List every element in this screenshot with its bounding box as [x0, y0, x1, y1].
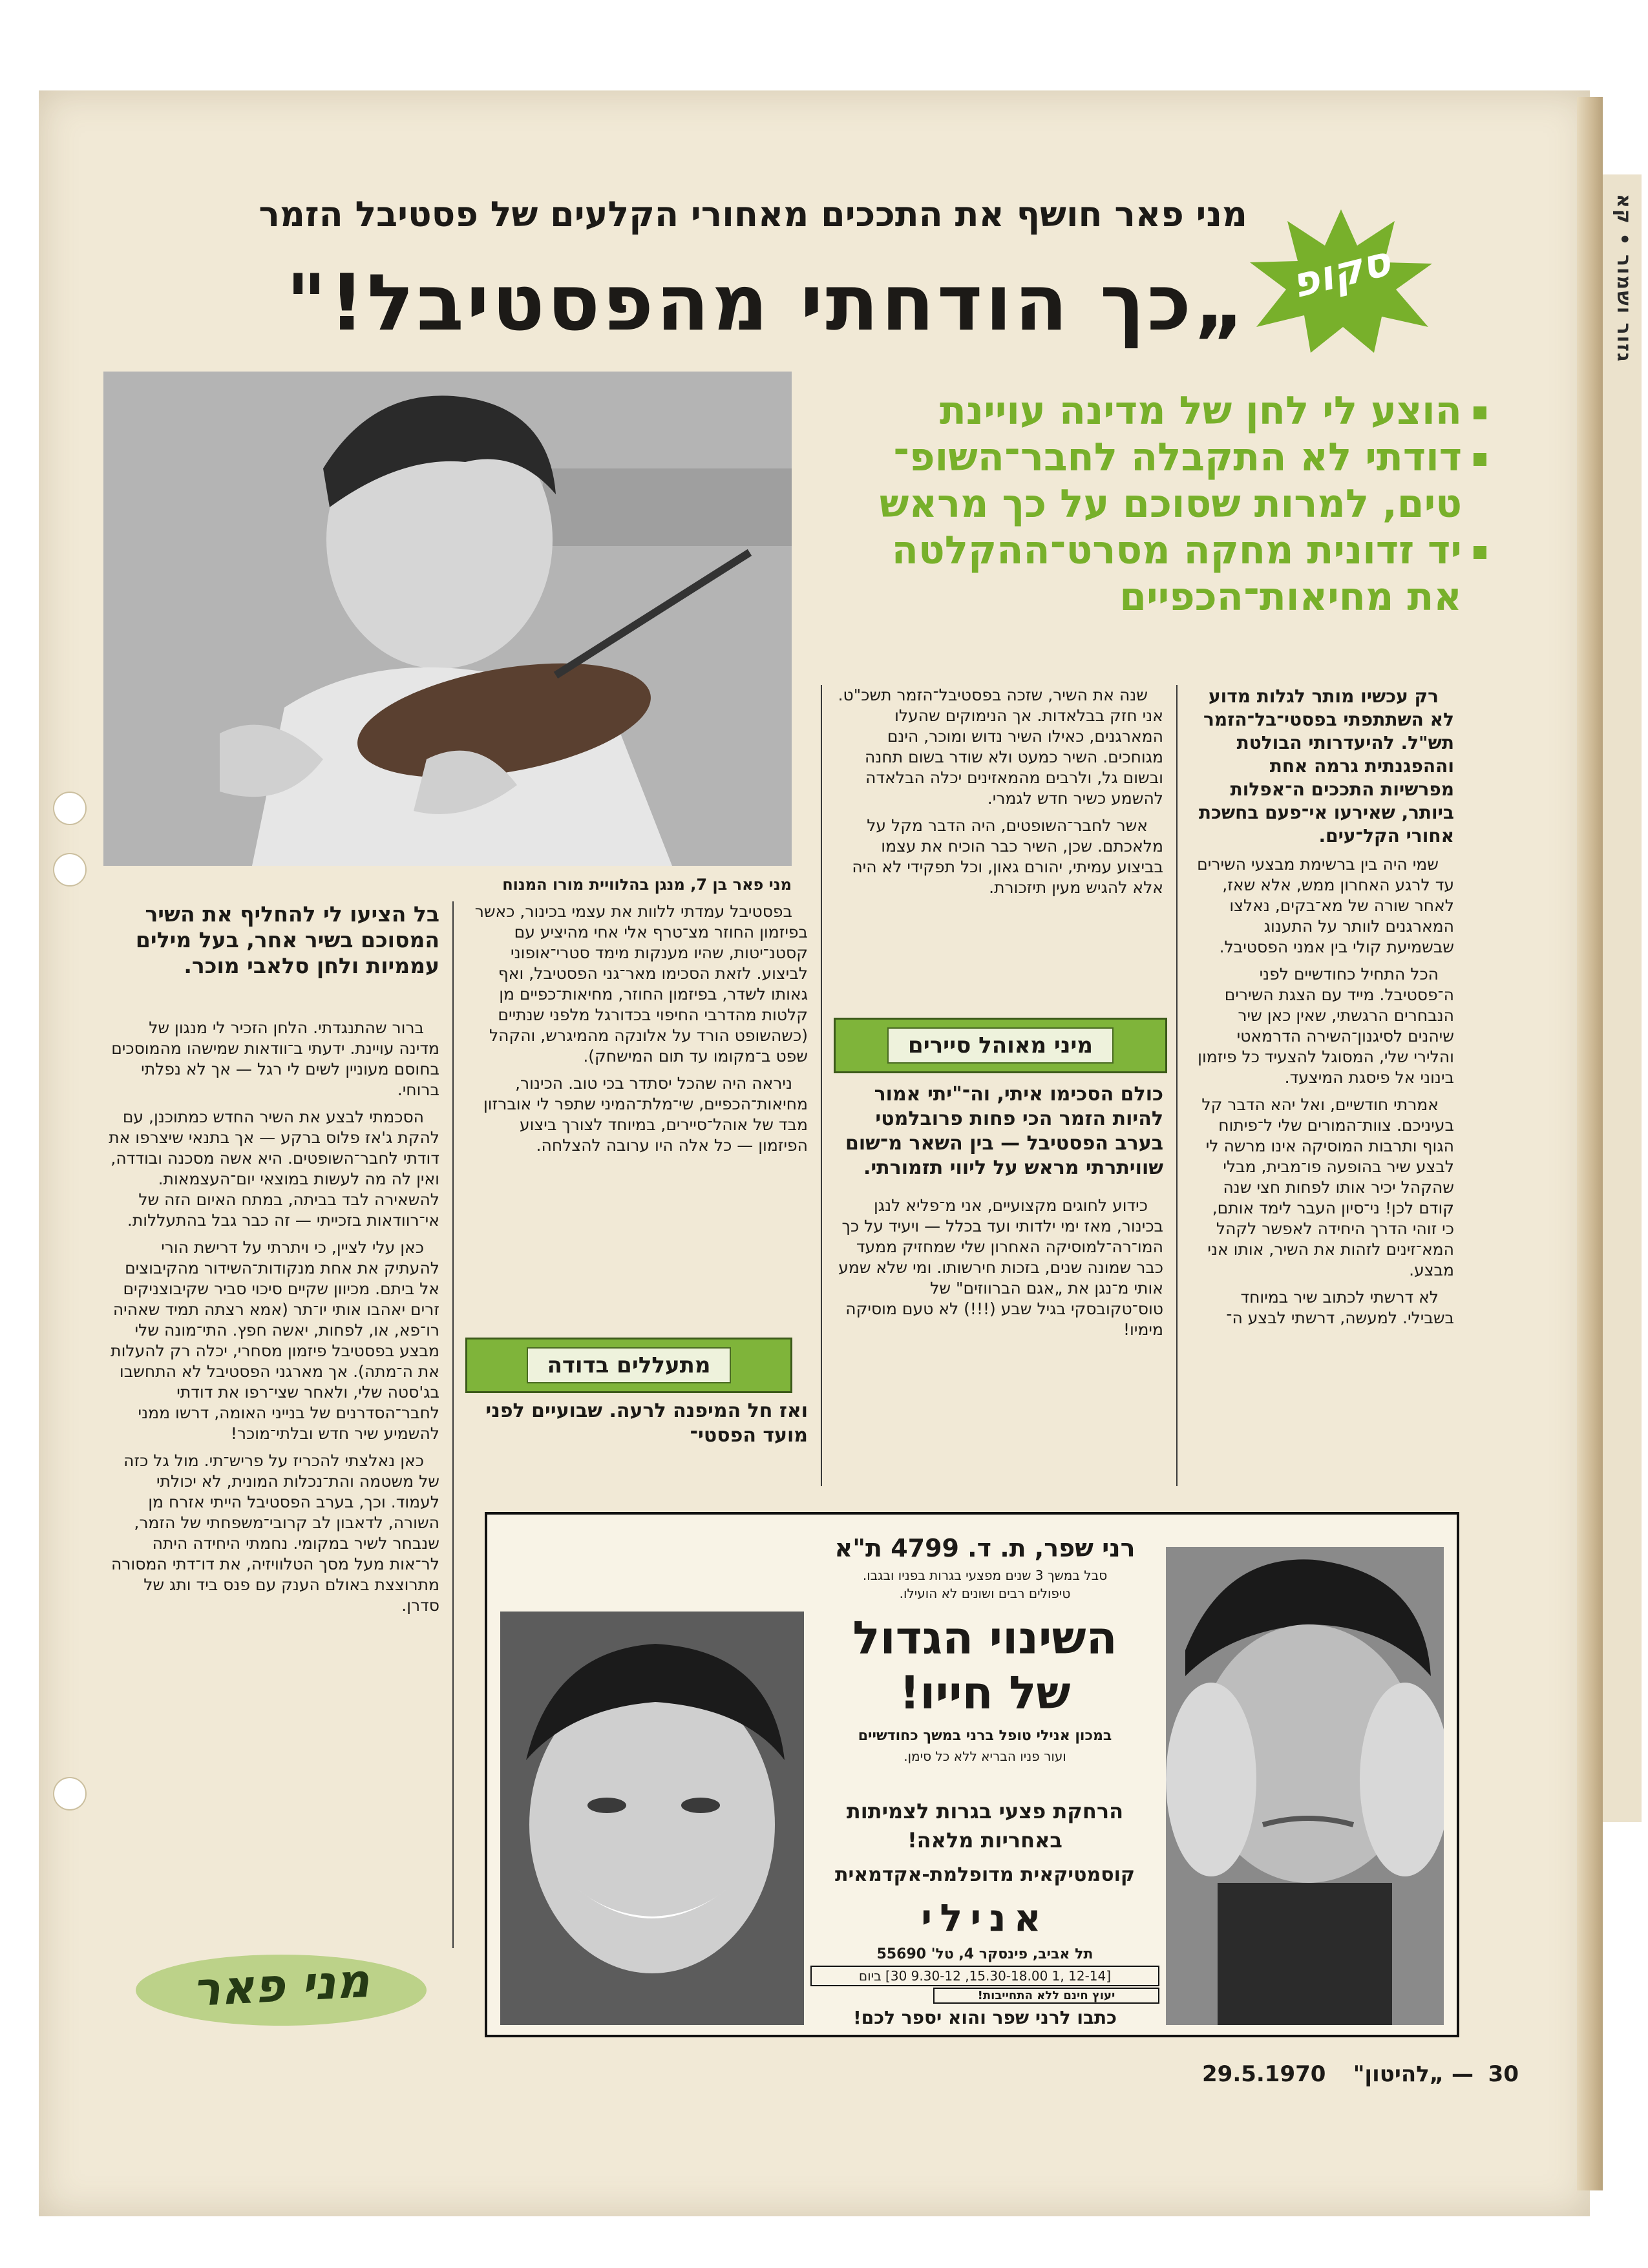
ad-line-2: טיפולים רבים ושונים לא הועילו. [899, 1586, 1071, 1601]
ad-title-2: של חייו! [899, 1666, 1071, 1719]
bullet-item: טים, למרות שסוכם על כך מראש [879, 481, 1462, 527]
highlight-bullets [801, 388, 1486, 620]
scoop-label: סקופ [1287, 237, 1395, 308]
article-column-middle: שנה את השיר, שזכה בפסטיבל־הזמר תשכ"ט. אני חזק בבלאדות. אך הנימוקים שהעלו המארגנים, כאילו השיר נדוש ומוכר, הינם מגוחכים. השיר כמעט ולא שודר בשום תחנה ובשום גל, ולרבים מהמאזינים יכלה הבלאדה להשמע כשיר חדש לגמרי. אשר לחבר־השופטים, היה הדבר מקל על מלאכתם. שכן, השיר כבר הוכיח את עצמו בביצוע עמיתי, יהורם גאון, וכל תפקידי לא היה אלא להגיש מעין תיזכורת. [838, 686, 1163, 897]
ad-offer-1: הרחקת פצעי בגרות לצמיתות [846, 1799, 1124, 1823]
ad-brand: אנילי [921, 1896, 1049, 1940]
ad-clinic-line-1: במכון אנילי טופל ברני במשך כחודשיים [858, 1728, 1112, 1744]
binder-hole [53, 1777, 87, 1811]
ad-address: תל אביב, פינסקר 4, טל' 55690 [876, 1946, 1093, 1962]
binder-hole [53, 853, 87, 887]
issue-date: 29.5.1970 [1202, 2061, 1326, 2087]
binder-hole [53, 792, 87, 825]
ad-offer-3: קוסמטיקאית מדופלמת-אקדמאית [834, 1864, 1136, 1886]
far-left-bold-block: בל הציעו לי להחליף את השיר המסוכם בשיר אחר, בעל מילים עממיות ולחן סלאבי מוכר. [135, 901, 439, 978]
article-headline: „כך הודחתי מהפסטיבל!" [286, 258, 1247, 348]
ad-free-consult: יעוץ חינם ללא התחייבות! [933, 1988, 1159, 2004]
article-subhead: מני פאר חושף את התככים מאחורי הקלעים של פסטיבל הזמר [259, 194, 1247, 235]
side-edge-text: גזור ושמור • קא [1612, 194, 1635, 363]
ad-title: השינוי הגדול [852, 1612, 1117, 1664]
ad-photo-after [500, 1612, 804, 2025]
page-edge [1577, 97, 1603, 2190]
bullet-item: יד זדונית מחקה מסרט־ההקלטה [801, 527, 1486, 574]
ad-header: רני שפר, ת. ד. 4799 ת"א [834, 1534, 1136, 1562]
column-rule [1176, 685, 1178, 1486]
acne-clinic-ad [485, 1512, 1459, 2037]
article-column-right: רק עכשיו מותר לגלות מדוע לא השתתפתי בפסטי־בל־הזמר תש"ל. להיעדרותי הבולטת וההפגנתית גרמה אחת מפרשיות התככים ה־אפלות ביותר, שאירעו אי־פעם בחשכת אחורי הקל־עים. שמי היה בין ברשימת מבצעי השירים עד לרגע האחרון ממש, אלא שאז, לאחר שורה של מא־בקים, נאלצו המארגנים לוותר על התענוג שבשמיעת קולי בין אמני הפסטיבל. הכל התחיל כחודשיים לפני ה־פסטיבל. מייד עם הצגת השירים הנבחרים הרגשתי, שאין כאן שיר שיהנים לסיגנון־השירה הדרמאטי והלירי שלי, המסוגל להצעיד כל פיזמון בינוני אל פיסגת המיצעד. אמרתי חודשיים, ואל יהא הדבר קל בעיניכם. צוות־המורים שלי ל־פיתוח הגוף ותרבות המוסיקה אינו מרשה לי לבצע שיר בהופעה פו־מבית, מבלי שהקהל יכיר אותו לפחות חצי שנה קודם לכן! ני־סיון העבר לימד אותם, כי זוהי הדרך היחידה לאפשר לקהל המא־זינים לזהות את השיר, אותו אני מבצע. לא דרשתי לכתוב שיר במיוחד בשבילי. למעשה, דרשתי לבצע ה־ [1197, 686, 1454, 1327]
author-signature: מני פאר [191, 1953, 371, 2017]
magazine-name: — „להיטון" [1353, 2061, 1474, 2087]
article-column-far-left: ברור שהתנגדתי. הלחן הזכיר לי מנגון של מדינה עויינת. ידעתי ב־וודאות שמישהו מהמוסכים בחוסם מעוניין לשים לי רגל — אך לא נפלתי ברוחי. הסכמתי לבצע את השיר החדש כמתוכנן, עם להקת ג'אז פלוס ברקע — אך בתנאי שיצרפו את דודתי לחבר־השופטים. היא אשה מסכנה ובודדה, ואין לה מה לעשות במוצאי יום־העצמאות. להשאירה לבד בביתה, במתח האיום הזה של אי־רוודאות בזכייתי — זה כבר גבל בהתעללות. כאן עלי לציין, כי ויתרתי על דרישת הורי להעתיק את אחת מנקודות־השידור מהקיבוצים אל ביתם. מכיוון שקיים סיכוי סביר שקיבוצניקים זרים יאהבו אותי יו־תר (אמא רצתה תמיד שאהיה רו־פא, או, לפחות, יאשה חפץ. התי־מונה שלי מבצע בפסטיבל פיזמון מסחרי, יכלה רק להעלות את ה־מתה). אך מארגני הפסטיבל לא התחשבו בג'סטה שלי, ולאחר שצי־רפו את דודתי לחבר־הסדרנים של בנייני האומה, דרשו ממני להשמיע שיר חדש ובלתי־מוכר! כאן נאלצתי להכריז על פריש־תי. מול גל כזה של משטמה והת־נכלות המונית, לא יכולתי לעמוד. וכך, בערב הפסטיבל הייתי אזרח מן השורה, לדאבון לב קרובי־משפחתי של הזמר, שנבחר לשיר במקומי. נחמתי היחידה היתה לר־אות מעל מסך הטלוויזיה, את דו־דתי המסורה מתרוצצת באולם הענק עם פנס ביד ותג של סדרן. [109, 1018, 439, 1615]
page-number: 30 [1488, 2061, 1519, 2087]
ad-line-1: סבל במשך 3 שנים מפצעי בגרות בפניו ובגבו. [862, 1568, 1108, 1583]
ad-photo-before [1166, 1547, 1444, 2025]
column-rule [452, 901, 454, 1948]
bullet-item: את מחיאות־הכפיים [1119, 574, 1462, 620]
column-rule [821, 685, 822, 1486]
bullet-item: דודתי לא התקבלה לחבר־השופ־ [801, 434, 1486, 481]
ad-clinic-line-2: ועור פניו הבריא ללא כל סימן. [903, 1748, 1066, 1764]
middle-bold-block: כולם הסכימו איתי, וה־"יתי אמור להיות הזמר הכי פחות פרובלמטי בערב הפסטיבל — בין השאר מ־שום שוויתרתי מראש על ליווי תזמורתי. [845, 1083, 1163, 1179]
ad-offer-2: באחריות מלאה! [907, 1828, 1062, 1853]
child-violin-photo [103, 372, 792, 866]
section-box-aunt: מתעללים בדודה [465, 1338, 792, 1393]
ad-hours: [12-14 ,1 15.30-18.00, 9.30-12 30] ביום [810, 1966, 1159, 1986]
ad-footer: כתבו לרני שפר והוא יספר לכם! [852, 2007, 1117, 2028]
bullet-item: הוצע לי לחן של מדינה עויינת [801, 388, 1486, 434]
photo-caption: מני פאר בן 7, מנגן בהלוויית מורו המנוח [502, 876, 792, 894]
section-box-tent: מיני מאוהל סיירים [834, 1018, 1167, 1073]
article-column-left: בפסטיבל עמדתי ללוות את עצמי בכינור, כאשר בפיזמון החוזר מצ־טרף אלי אחי מהיציע עם קסטנ־יטות, שהיו מענקות מימד סטרי־אופוני לביצוע. לזאת הסכימו מאר־גני הפסטיבל, ואף גאותו לשדר, בפיזמון החוזר, מחיאות־כפיים מן קלטות מהדרבי החיפוי בכדורגל מלפני שנתיים (כשהשופט הורד על אלונקה מהמיגרש, והקהל שפט ב־מקומו עד תום המישחק). ניראה היה שהכל יסתדר בכי טוב. הכינור, מחיאות־הכפיים, שי־מלת־המיני שתפר לי אוברזון מבד של אוהל־סיירים, במיוחד לצורך ביצוע הפיזמון — כל אלה היו ערובה להצלחה. [474, 902, 808, 1155]
left-bold-block: ואז חל המיפנה לרעה. שבועיים לפני מועד הפסטי־ [485, 1400, 808, 1447]
middle-column-lower: כידוע לחוגים מקצועיים, אני מ־פליא לנגן בכינור, מאז ימי ילדותי ועד בכלל — ויעיד על כך המו־רה־למוסיקה האחרון שלי שמחזיק ממעד כבר שמונה שנים, בזכות חירשותו. ומי שלא שמע אותי מ־נגן את „אגם הברווזים" של טוס־טקובסקי בגיל שבע (!!!) לא טעם מוסיקה מימיו! [838, 1196, 1163, 1339]
